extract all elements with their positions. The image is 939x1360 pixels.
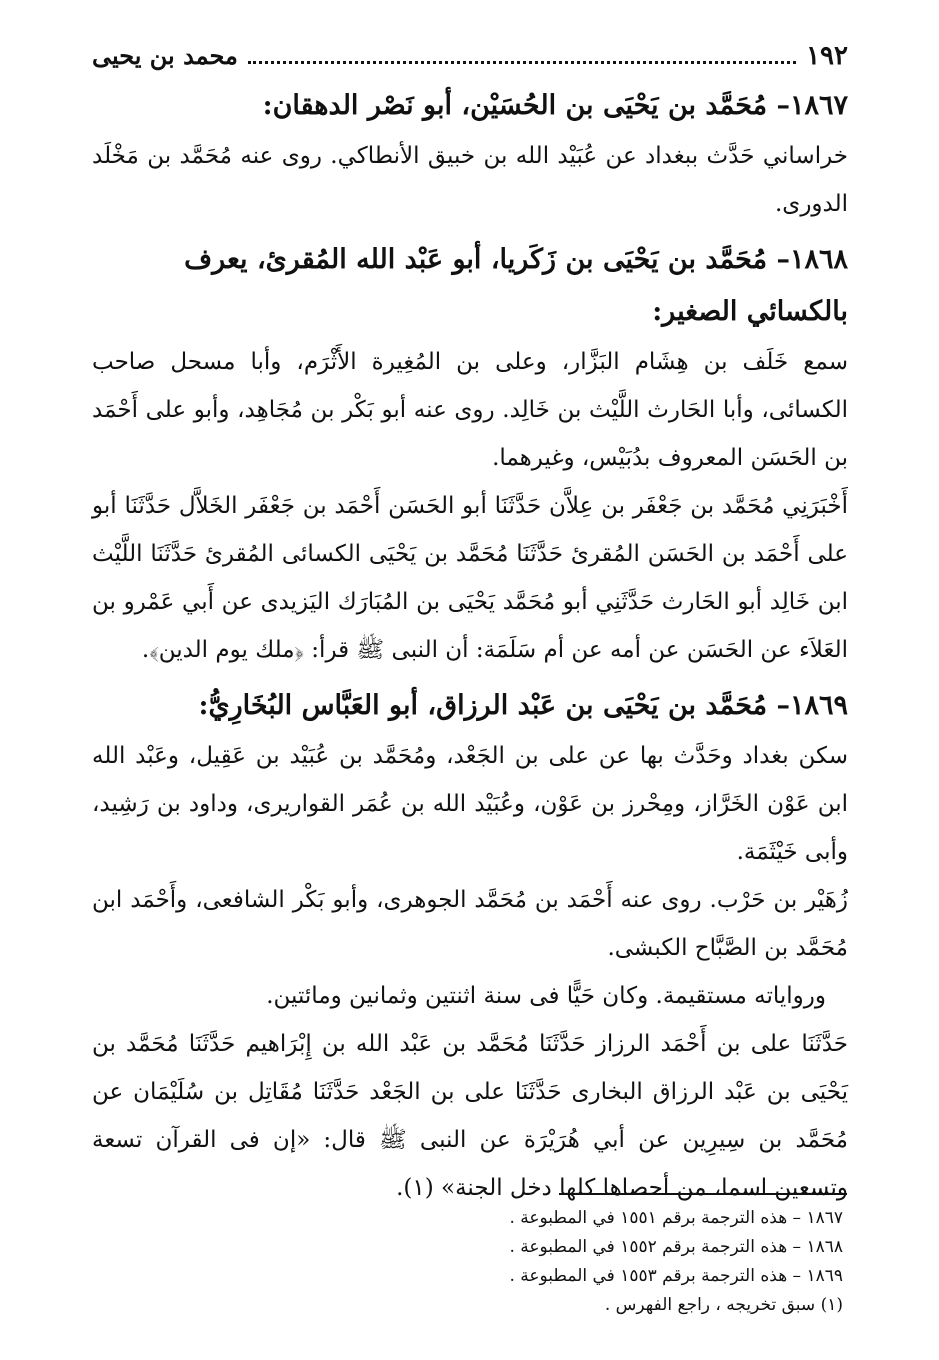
leader-dots bbox=[248, 61, 796, 64]
entry-paragraph: سكن بغداد وحَدَّث بها عن على بن الجَعْد، ومُحَمَّد بن عُبَيْد بن عَقِيل، وعَبْد الله ابن عَوْن الخَرَّاز، ومِحْرز بن عَوْن، وعُبَيْد الله بن عُمَر القواريرى، وداود بن رَشِيد، وأبى خَيْثَمَة. bbox=[92, 743, 848, 865]
entry-paragraph: ورواياته مستقيمة. وكان حَيًّا فى سنة اثنتين وثمانين ومائتين. bbox=[266, 983, 826, 1009]
footnote-divider bbox=[559, 1193, 847, 1195]
entry-title: ١٨٦٧– مُحَمَّد بن يَحْيَى بن الحُسَيْن، أبو نَصْر الدهقان: bbox=[262, 90, 848, 121]
running-header bbox=[92, 38, 848, 74]
entry-1867 bbox=[92, 80, 848, 228]
footnotes bbox=[423, 1204, 843, 1320]
entry-paragraph: أَخْبَرَنِي مُحَمَّد بن جَعْفَر بن عِلاَّن حَدَّثَنَا أبو الحَسَن أَحْمَد بن جَعْفَر الخَلاَّل حَدَّثَنَا أبو على أَحْمَد بن الحَسَن المُقرئ حَدَّثَنَا مُحَمَّد بن يَحْيَى الكسائى المُقرئ حَدَّثَنَا اللَّيْث ابن خَالِد أبو الحَارث حَدَّثَنِي أبو مُحَمَّد يَحْيَى بن المُبَارَك اليَزيدى عن أَبي عَمْرو بن العَلاَء عن الحَسَن عن أمه عن أم سَلَمَة: أن النبى ﷺ قرأ: ﴿ملك يوم الدين﴾. bbox=[92, 493, 848, 663]
entry-title: ١٨٦٨– مُحَمَّد بن يَحْيَى بن زَكَريا، أبو عَبْد الله المُقرئ، يعرف بالكسائي الصغير: bbox=[184, 244, 848, 327]
entry-paragraph: حَدَّثَنَا على بن أَحْمَد الرزاز حَدَّثَنَا مُحَمَّد بن عَبْد الله بن إِبْرَاهيم حَدَّثَنَا مُحَمَّد بن يَحْيَى بن عَبْد الرزاق البخارى حَدَّثَنَا على بن الجَعْد حَدَّثَنَا مُقَاتِل بن سُلَيْمَان عن مُحَمَّد بن سِيرِين عن أبي هُرَيْرَة عن النبى ﷺ قال: «إن فى القرآن تسعة وتسعين اسما، من أحصاها كلها دخل الجنة» (١). bbox=[92, 1031, 848, 1201]
entry-paragraph: سمع خَلَف بن هِشَام البَزَّار، وعلى بن المُغِيرة الأَثْرَم، وأبا مسحل صاحب الكسائى، وأبا الحَارث اللَّيْث بن خَالِد. روى عنه أبو بَكْر بن مُجَاهِد، وأبو على أَحْمَد بن الحَسَن المعروف بدُبَيْس، وغيرهما. bbox=[92, 349, 848, 471]
footnote: ١٨٦٧ – هذه الترجمة برقم ١٥٥١ في المطبوعة . bbox=[509, 1208, 843, 1228]
entry-1868 bbox=[92, 234, 848, 674]
footnote: ١٨٦٩ – هذه الترجمة برقم ١٥٥٣ في المطبوعة . bbox=[509, 1266, 843, 1286]
entry-1869 bbox=[92, 680, 848, 1212]
running-title: محمد بن يحيى bbox=[92, 41, 238, 70]
footnote: ١٨٦٨ – هذه الترجمة برقم ١٥٥٢ في المطبوعة . bbox=[509, 1237, 843, 1257]
footnote: (١) سبق تخريجه ، راجع الفهرس . bbox=[604, 1295, 843, 1315]
page-number: ١٩٢ bbox=[806, 41, 848, 71]
entry-title: ١٨٦٩– مُحَمَّد بن يَحْيَى بن عَبْد الرزاق، أبو العَبَّاس البُخَارِيُّ: bbox=[198, 690, 848, 721]
page-body bbox=[92, 38, 848, 1212]
entry-paragraph: خراساني حَدَّث ببغداد عن عُبَيْد الله بن خبيق الأنطاكي. روى عنه مُحَمَّد بن مَخْلَد الدورى. bbox=[92, 143, 848, 217]
entry-paragraph: زُهَيْر بن حَرْب. روى عنه أَحْمَد بن مُحَمَّد الجوهرى، وأبو بَكْر الشافعى، وأَحْمَد ابن مُحَمَّد بن الصَّبَّاح الكبشى. bbox=[92, 887, 848, 961]
